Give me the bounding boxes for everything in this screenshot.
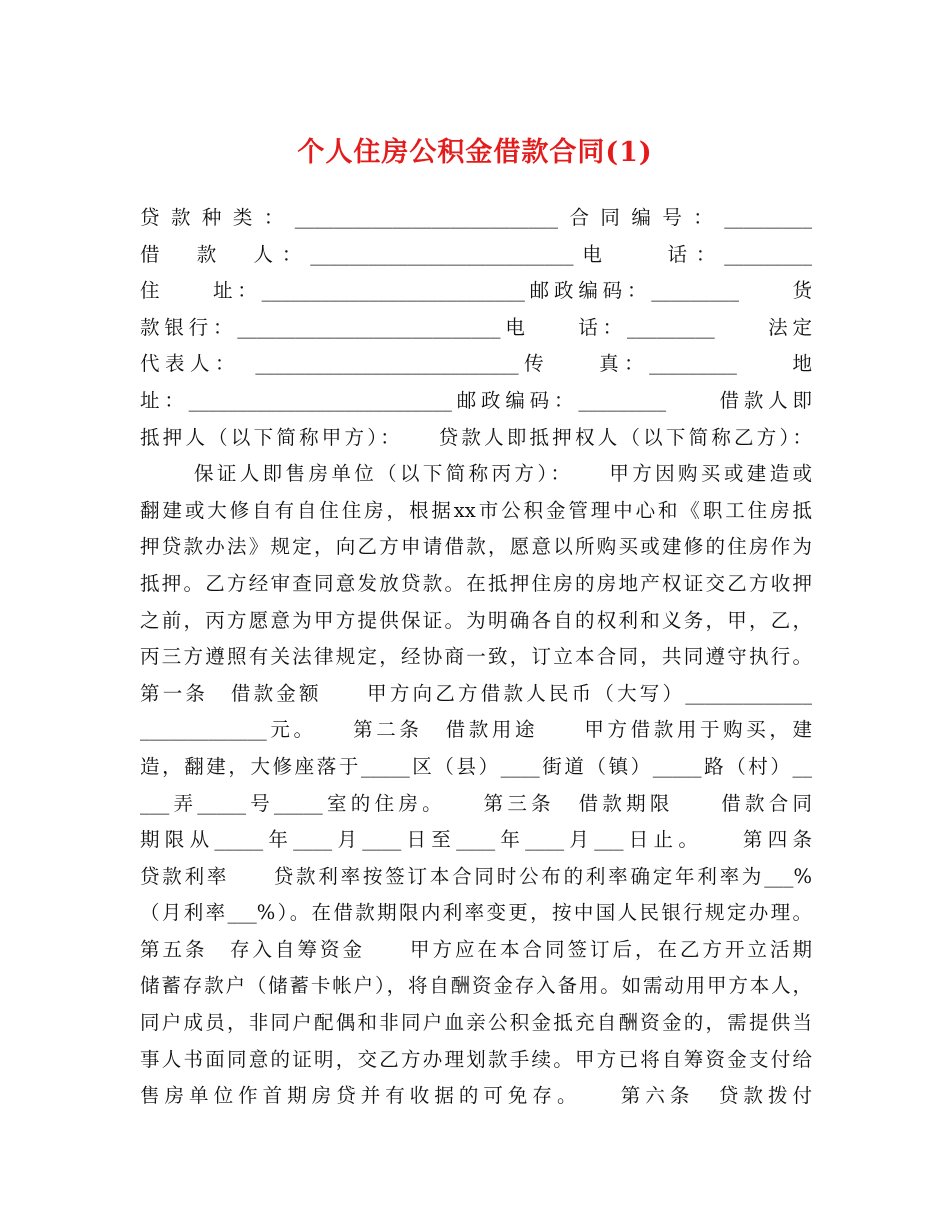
- document-line: 保证人即售房单位（以下简称丙方）： 甲方因购买或建造或: [194, 462, 812, 486]
- document-line: 款银行：___________________________电 话：_________ 法定: [140, 315, 812, 339]
- document-line: 期限从_____年____月____日至____年____月___日止。 第四条: [140, 828, 812, 852]
- document-line: 贷款种类：___________________________合同编号：_________: [140, 206, 812, 229]
- document-body: [140, 200, 812, 1115]
- document-line: （月利率___%）。在借款期限内利率变更，按中国人民银行规定办理。: [140, 901, 812, 925]
- document-line: 押贷款办法》规定，向乙方申请借款，愿意以所购买或建修的住房作为: [140, 535, 812, 559]
- document-line: 住 址：___________________________邮政编码：_________ 货: [140, 279, 812, 303]
- document-line: 之前，丙方愿意为甲方提供保证。为明确各自的权利和义务，甲，乙，: [140, 608, 812, 632]
- document-line: 借 款 人：___________________________电 话：_________: [140, 242, 812, 266]
- document-line: 同户成员，非同户配偶和非同户血亲公积金抵充自酬资金的，需提供当: [140, 1011, 812, 1035]
- document-line: 抵押人（以下简称甲方）： 贷款人即抵押权人（以下简称乙方）：: [140, 425, 812, 449]
- document-line: 第一条 借款金额 甲方向乙方借款人民币（大写）_____________: [140, 681, 812, 705]
- document-line: 代表人： ___________________________传 真：_________ 地: [140, 352, 812, 376]
- document-line: 储蓄存款户（储蓄卡帐户），将自酬资金存入备用。如需动用甲方本人，: [140, 974, 812, 998]
- document-line: _____________元。 第二条 借款用途 甲方借款用于购买，建: [140, 718, 812, 742]
- document-line: 贷款利率 贷款利率按签订本合同时公布的利率确定年利率为___%: [140, 864, 812, 888]
- document-line: 丙三方遵照有关法律规定，经协商一致，订立本合同，共同遵守执行。: [140, 645, 812, 669]
- document-line: 售房单位作首期房贷并有收据的可免存。 第六条 贷款拨付: [140, 1084, 812, 1108]
- document-line: ___弄_____号_____室的住房。 第三条 借款期限 借款合同: [140, 791, 812, 815]
- document-line: 址：___________________________邮政编码：_________ 借款人即: [140, 388, 812, 412]
- document-line: 造，翻建，大修座落于_____区（县）____街道（镇）_____路（村）__: [140, 754, 812, 778]
- document-line: 第五条 存入自筹资金 甲方应在本合同签订后，在乙方开立活期: [140, 937, 812, 961]
- document-line: 抵押。乙方经审查同意发放贷款。在抵押住房的房地产权证交乙方收押: [140, 571, 812, 595]
- document-line: 翻建或大修自有自住住房，根据xx市公积金管理中心和《职工住房抵: [140, 498, 812, 522]
- document-line: 事人书面同意的证明，交乙方办理划款手续。甲方已将自筹资金支付给: [140, 1047, 812, 1071]
- document-title: 个人住房公积金借款合同(1): [297, 137, 653, 168]
